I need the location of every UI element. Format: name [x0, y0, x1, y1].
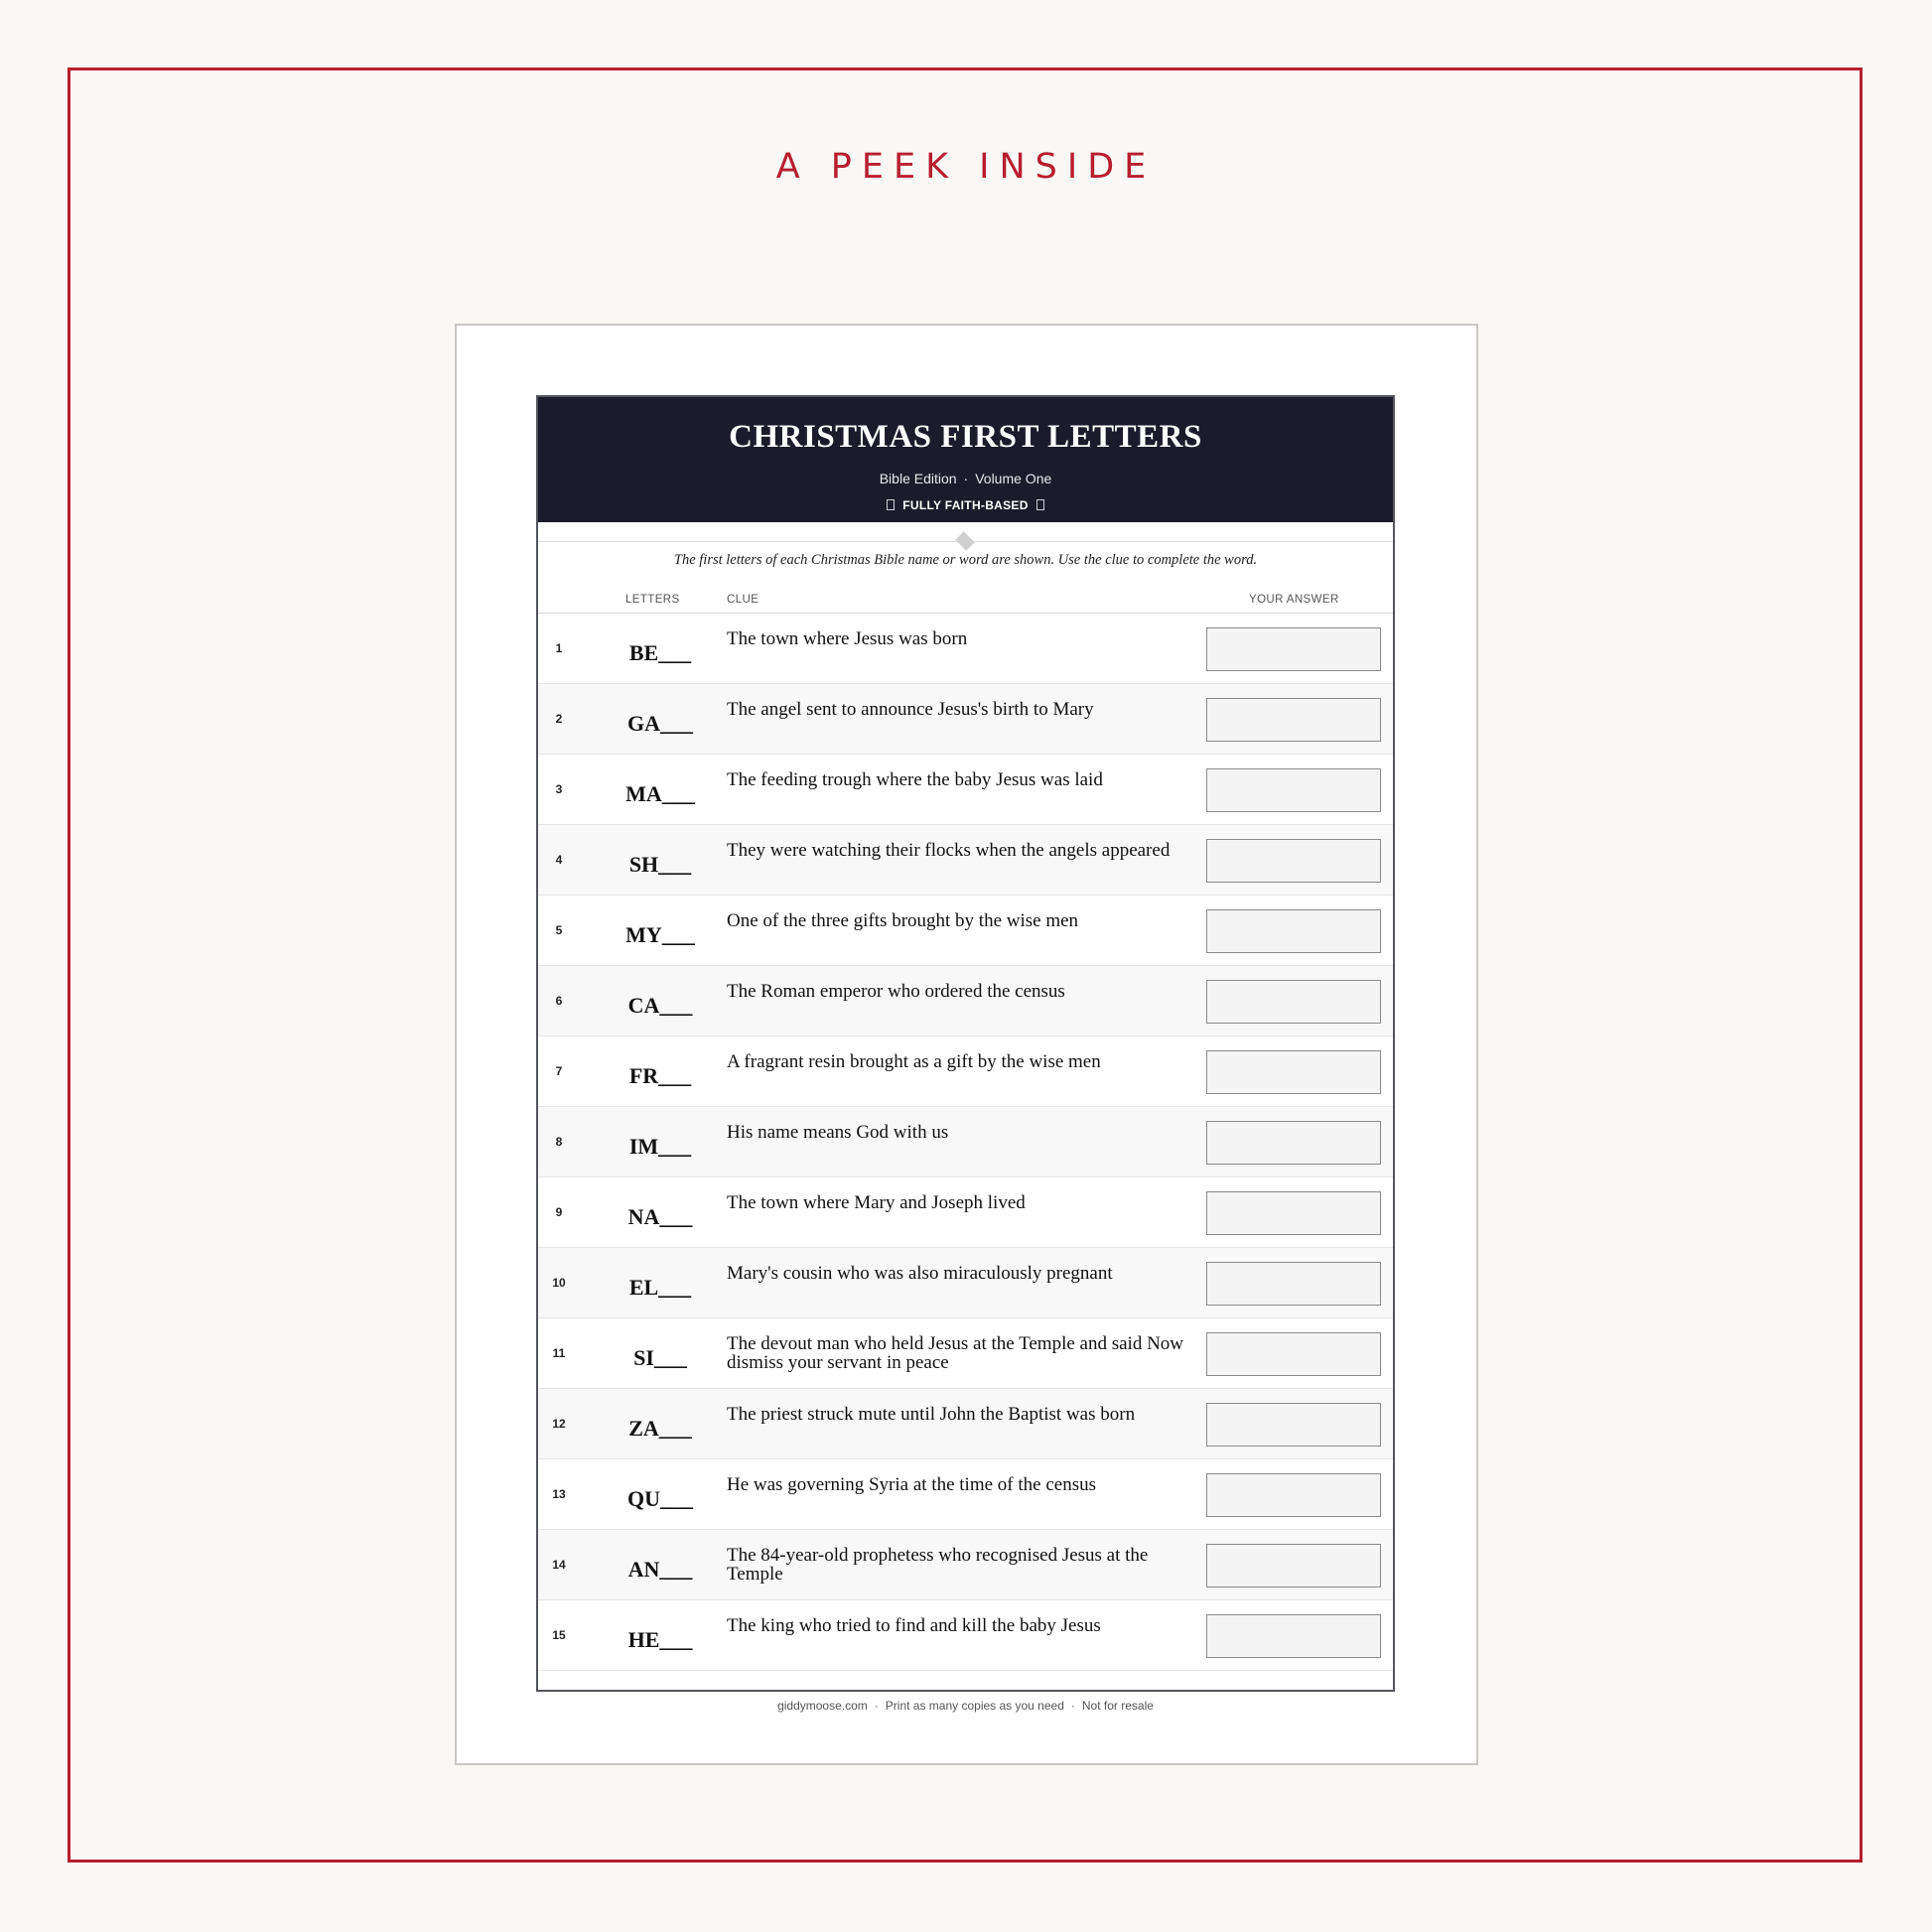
puzzle-row [538, 1389, 1393, 1459]
puzzle-row [538, 896, 1393, 966]
row-number: 10 [552, 1276, 566, 1290]
puzzle-row [538, 1036, 1393, 1107]
answer-box[interactable] [1206, 1191, 1381, 1235]
answer-box[interactable] [1206, 1403, 1381, 1447]
row-number: 9 [555, 1205, 563, 1219]
clue-text: The feeding trough where the baby Jesus was laid [727, 769, 1103, 790]
first-letters: GA___ [627, 711, 693, 736]
puzzle-row [538, 755, 1393, 825]
answer-box[interactable] [1206, 1544, 1381, 1587]
worksheet-sheet [536, 395, 1395, 1692]
answer-box[interactable] [1206, 1614, 1381, 1658]
puzzle-row [538, 966, 1393, 1036]
answer-box[interactable] [1206, 1262, 1381, 1306]
puzzle-row [538, 1600, 1393, 1671]
first-letters: MY___ [625, 922, 695, 947]
column-header-letters: LETTERS [625, 594, 680, 606]
puzzle-row [538, 1107, 1393, 1177]
clue-text: The 84-year-old prophetess who recognised Jesus at the Temple [727, 1545, 1149, 1585]
edition-label: Bible Edition [879, 471, 957, 486]
row-number: 4 [555, 853, 563, 867]
row-number: 8 [555, 1135, 563, 1149]
answer-box[interactable] [1206, 1050, 1381, 1094]
row-number: 5 [555, 923, 563, 937]
column-header-answer: YOUR ANSWER [1249, 594, 1339, 606]
answer-box[interactable] [1206, 909, 1381, 953]
row-number: 1 [555, 641, 563, 655]
subtitle-separator: · [963, 471, 969, 486]
answer-box[interactable] [1206, 1473, 1381, 1517]
volume-label: Volume One [975, 471, 1052, 486]
worksheet-footer [536, 1699, 1395, 1713]
answer-box[interactable] [1206, 1332, 1381, 1376]
first-letters: AN___ [627, 1557, 693, 1582]
footer-separator: · [1070, 1699, 1075, 1713]
row-number: 3 [555, 782, 563, 796]
answer-box[interactable] [1206, 698, 1381, 742]
clue-text: A fragrant resin brought as a gift by the wise men [727, 1051, 1101, 1072]
footer-resale: Not for resale [1081, 1699, 1154, 1713]
clue-text: They were watching their flocks when the angels appeared [727, 840, 1171, 861]
clue-text: The angel sent to announce Jesus's birth to Mary [727, 699, 1094, 720]
footer-site: giddymoose.com [777, 1699, 868, 1713]
worksheet-header [538, 397, 1393, 522]
column-header-clue: CLUE [727, 594, 759, 606]
puzzle-row [538, 1248, 1393, 1318]
clue-text: The Roman emperor who ordered the census [727, 981, 1065, 1002]
puzzle-row [538, 1318, 1393, 1389]
first-letters: HE___ [627, 1627, 693, 1652]
first-letters: SI___ [633, 1345, 687, 1370]
clue-text: His name means God with us [727, 1122, 949, 1143]
clue-text: The priest struck mute until John the Baptist was born [727, 1404, 1136, 1425]
clue-text: He was governing Syria at the time of the census [727, 1474, 1096, 1495]
footer-separator: · [874, 1699, 879, 1713]
first-letters: QU___ [627, 1486, 693, 1511]
footer-copies: Print as many copies as you need [885, 1699, 1064, 1713]
clue-text: One of the three gifts brought by the wise men [727, 910, 1079, 931]
peek-heading: A PEEK INSIDE [775, 147, 1157, 187]
row-number: 13 [552, 1487, 566, 1501]
puzzle-rows [538, 614, 1393, 1671]
row-number: 6 [555, 994, 563, 1008]
worksheet-subtitle [538, 471, 1393, 486]
puzzle-row [538, 684, 1393, 755]
row-number: 14 [552, 1558, 566, 1572]
answer-box[interactable] [1206, 768, 1381, 812]
clue-text: The king who tried to find and kill the baby Jesus [727, 1615, 1101, 1636]
clue-text: The town where Mary and Joseph lived [727, 1192, 1026, 1213]
first-letters: SH___ [628, 852, 692, 877]
first-letters: CA___ [627, 993, 693, 1018]
faith-badge [538, 498, 1393, 512]
answer-box[interactable] [1206, 839, 1381, 883]
puzzle-row [538, 1530, 1393, 1600]
instructions-text: The first letters of each Christmas Bible name or word are shown. Use the clue to complete the word. [673, 552, 1258, 568]
row-number: 11 [552, 1346, 566, 1360]
answer-box[interactable] [1206, 627, 1381, 671]
diamond-ornament-icon [955, 531, 975, 551]
clue-text: The devout man who held Jesus at the Temple and said Now dismiss your servant in peace [727, 1333, 1184, 1373]
puzzle-row [538, 614, 1393, 684]
first-letters: ZA___ [628, 1416, 692, 1441]
row-number: 15 [552, 1628, 566, 1642]
row-number: 12 [552, 1417, 566, 1431]
first-letters: EL___ [628, 1275, 692, 1300]
row-number: 7 [555, 1064, 563, 1078]
clue-text: Mary's cousin who was also miraculously pregnant [727, 1263, 1113, 1284]
first-letters: IM___ [628, 1134, 692, 1159]
first-letters: NA___ [627, 1204, 693, 1229]
badge-label: FULLY FAITH-BASED [902, 498, 1029, 512]
puzzle-row [538, 1459, 1393, 1530]
badge-right-icon [1036, 499, 1044, 510]
clue-text: The town where Jesus was born [727, 628, 968, 649]
answer-box[interactable] [1206, 980, 1381, 1024]
puzzle-row [538, 1177, 1393, 1248]
worksheet-title: CHRISTMAS FIRST LETTERS [729, 419, 1202, 455]
answer-box[interactable] [1206, 1121, 1381, 1165]
first-letters: BE___ [628, 640, 692, 665]
row-number: 2 [555, 712, 563, 726]
first-letters: MA___ [625, 781, 695, 806]
first-letters: FR___ [628, 1063, 692, 1088]
badge-left-icon [887, 499, 895, 510]
puzzle-row [538, 825, 1393, 896]
